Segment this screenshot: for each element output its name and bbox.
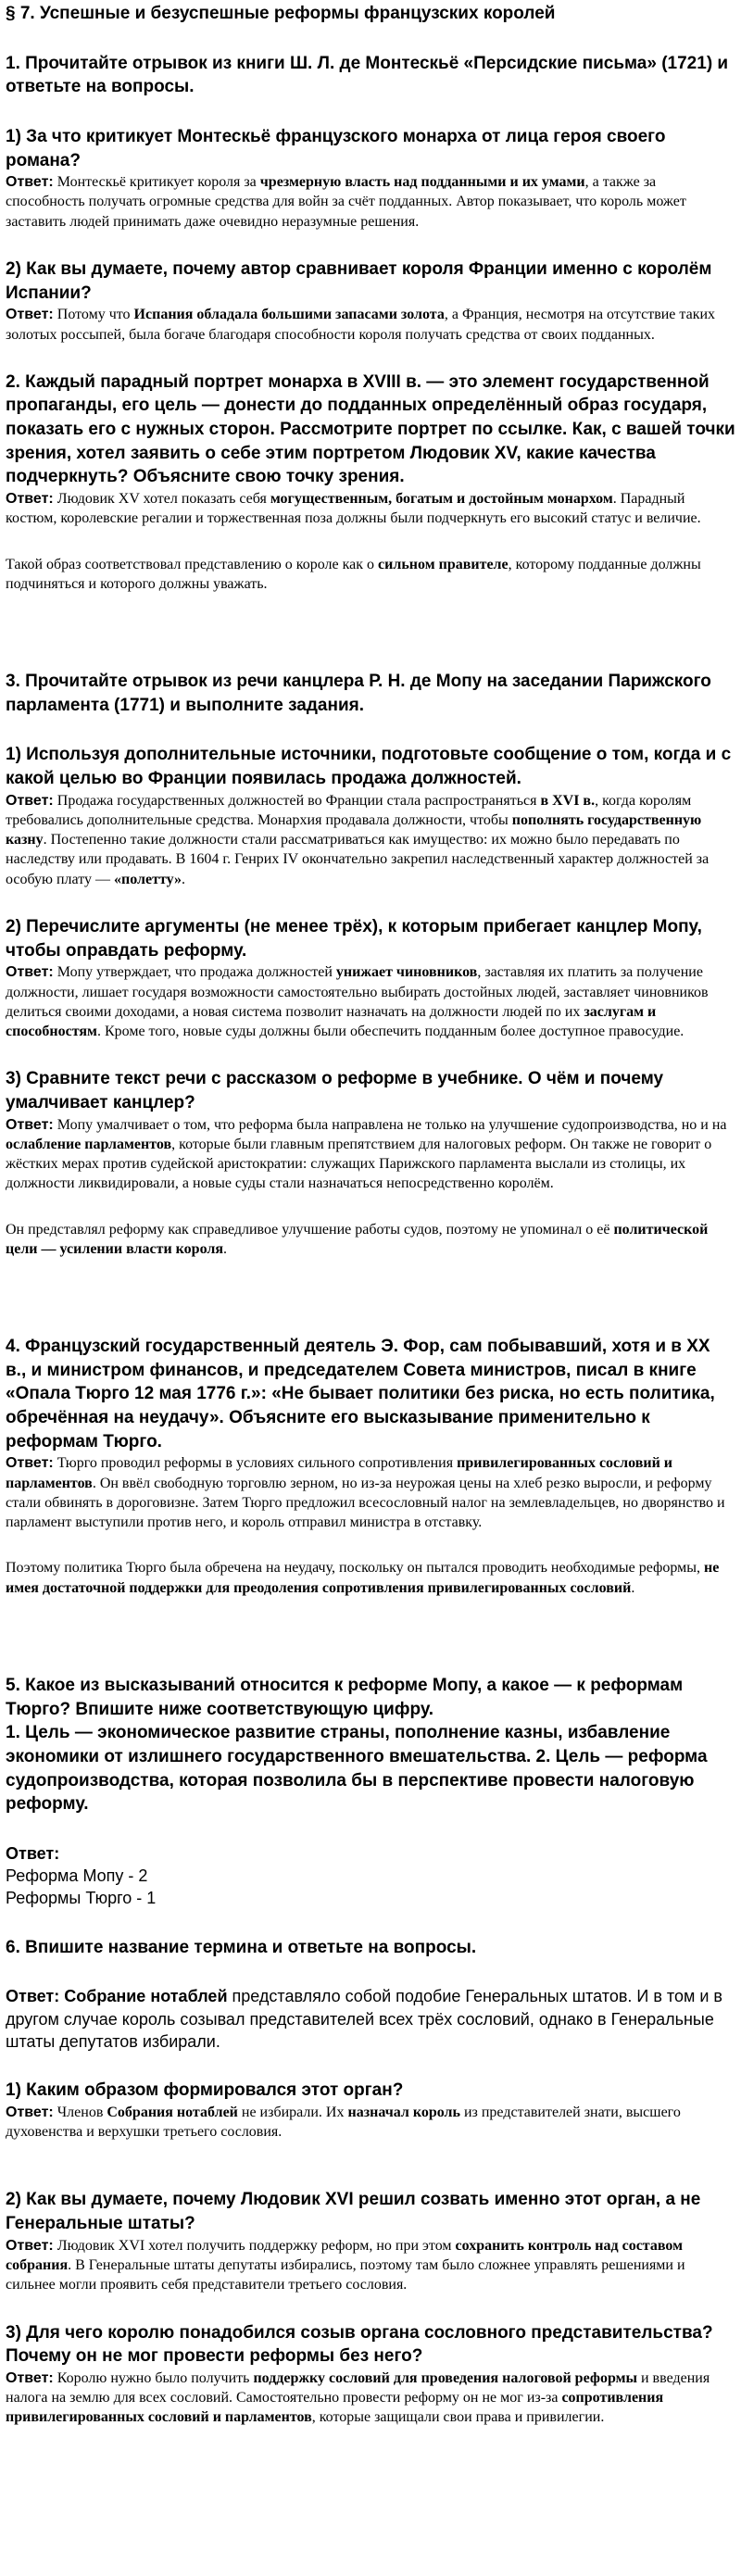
task-1-answer-1: Ответ: Монтескьё критикует короля за чрезмерную власть над подданными и их умами, а также за способность получать огромные средства для войн за счёт подданных. Автор показывает, что король может заставить людей принимать даже очевидно неразумные решения. [6, 174, 686, 230]
task-6-question-2: 2) Как вы думаете, почему Людовик XVI решил созвать именно этот орган, а не Генеральные штаты? [6, 2190, 701, 2234]
task-6-answer-1: Ответ: Членов Собрания нотаблей не избирали. Их назначал король из представителей знати, высшего духовенства и верхушки третьего сословия. [6, 2104, 681, 2141]
task-2-answer: Ответ: Людовик XV хотел показать себя могущественным, богатым и достойным монархом. Парадный костюм, королевские регалии и торжественная поза должны были подчеркнуть его высокий статус и величие. [6, 491, 701, 527]
task-3-question-2: 2) Перечислите аргументы (не менее трёх), к которым прибегает канцлер Мопу, чтобы оправдать реформу. [6, 916, 702, 961]
answer-label: Ответ: [6, 2369, 54, 2386]
task-1-question-2: 2) Как вы думаете, почему автор сравнивает короля Франции именно с королём Испании? [6, 259, 712, 303]
task-5-statements: 1. Цель — экономическое развитие страны, пополнение казны, избавление экономики от излишнего государственного вмешательства. 2. Цель — реформа судопроизводства, которая позволила бы в перспективе провести налоговую реформу. [6, 1723, 708, 1815]
answer-label: Ответ: [6, 2237, 54, 2254]
task-1-answer-2: Ответ: Потому что Испания обладала большими запасами золота, а Франция, несмотря на отсутствие таких золотых россыпей, была богаче благодаря способности короля получать средства от своих подданных. [6, 307, 716, 343]
task-3 [6, 670, 735, 1259]
task-4 [6, 1335, 735, 1598]
task-4-answer-conclusion: Поэтому политика Тюрго была обречена на неудачу, поскольку он пытался проводить необходимые реформы, не имея достаточной поддержки для преодоления сопротивления привилегированных сословий. [6, 1560, 720, 1596]
task-3-answer-3: Ответ: Мопу умалчивает о том, что реформа была направлена не только на улучшение судопроизводства, но и на ослабление парламентов, которые были главным препятствием для налоговых реформ. Он также не говорит о жёстких мерах против судейской аристократии: служащих Парижского парламента выслали из столицы, их должности ликвидировали, а новые суды стали назначаться непосредственно королём. [6, 1116, 727, 1192]
answer-label: Ответ: [6, 1116, 54, 1133]
task-2-answer-conclusion: Такой образ соответствовал представлению о короле как о сильном правителе, которому подданные должны подчиняться и которого должны уважать. [6, 556, 701, 592]
task-6-question-3: 3) Для чего королю понадобился созыв органа сословного представительства? Почему он не мог провести реформы без него? [6, 2322, 713, 2367]
task-2-heading: 2. Каждый парадный портрет монарха в XVIII в. — это элемент государственной пропаганды, его цель — донести до подданных определённый образ государя, показать его с нужных сторон. Рассмотрите портрет по ссылке. Как, с вашей точки зрения, хотел заявить о себе этим портретом Людовик XV, какие качества подчеркнуть? Объясните свою точку зрения. [6, 371, 735, 487]
task-5 [6, 1674, 735, 1910]
answer-label: Ответ: [6, 964, 54, 981]
task-4-heading: 4. Французский государственный деятель Э. Фор, сам побывавший, хотя и в XX в., и министром финансов, и председателем Совета министров, писал в книге «Опала Тюрго 12 мая 1776 г.»: «Не бывает политики без риска, но есть политика, обречённая на неудачу». Объясните его высказывание применительно к реформам Тюрго. [6, 1337, 715, 1451]
answer-label: Ответ: [6, 491, 54, 508]
answer-label: Ответ: [6, 174, 54, 191]
task-5-answer-label: Ответ: [6, 1843, 60, 1863]
task-6-answer-2: Ответ: Людовик XVI хотел получить поддержку реформ, но при этом сохранить контроль над составом собрания. В Генеральные штаты депутаты избирались, поэтому там было сложнее управлять решениями и сильнее могли проявить себя представители третьего сословия. [6, 2237, 685, 2293]
answer-label: Ответ: [6, 792, 54, 809]
page-title: § 7. Успешные и безуспешные реформы французских королей [6, 4, 556, 23]
task-5-answer-mopu: Реформа Мопу - 2 [6, 1866, 148, 1886]
answer-label: Ответ: [6, 2104, 54, 2120]
task-1-heading: 1. Прочитайте отрывок из книги Ш. Л. де Монтескьё «Персидские письма» (1721) и ответьте на вопросы. [6, 53, 729, 97]
task-3-answer-2: Ответ: Мопу утверждает, что продажа должностей унижает чиновников, заставляя их платить за получение должности, лишает государя возможности самостоятельно выбирать достойных людей, заставляет чиновников делиться своими доходами, а новая система позволит назначать на должности людей по их заслугам и способностям. Кроме того, новые суды должны были обеспечить подданным более доступное правосудие. [6, 964, 709, 1040]
task-2 [6, 371, 735, 594]
task-6-heading: 6. Впишите название термина и ответьте на вопросы. [6, 1937, 477, 1957]
task-4-answer: Ответ: Тюрго проводил реформы в условиях сильного сопротивления привилегированных сословий и парламентов. Он ввёл свободную торговлю зерном, но из-за неурожая цены на хлеб резко выросли, и реформу стали обвинять в дороговизне. Затем Тюрго предложил всесословный налог на землевладельцев, но дворянство и парламент выступили против него, и король отправил министра в отставку. [6, 1455, 725, 1531]
answer-label: Ответ: [6, 1455, 54, 1472]
task-6 [6, 1936, 735, 2428]
task-5-answer-turgot: Реформы Тюрго - 1 [6, 1889, 157, 1908]
task-1-question-1: 1) За что критикует Монтескьё французского монарха от лица героя своего романа? [6, 126, 666, 170]
task-6-question-1: 1) Каким образом формировался этот орган? [6, 2080, 404, 2101]
answer-label: Ответ: [6, 307, 54, 323]
task-6-answer-3: Ответ: Королю нужно было получить поддержку сословий для проведения налоговой реформы и введения налога на землю для всех сословий. Самостоятельно провести реформу он не мог из-за сопротивления привилегированных сословий и парламентов, которые защищали свои права и привилегии. [6, 2369, 710, 2426]
task-6-term-answer: Ответ: Собрание нотаблей представляло собой подобие Генеральных штатов. И в том и в другом случае король созывал представителей всех трёх сословий, однако в Генеральные штаты депутатов избирали. [6, 1987, 722, 2051]
task-5-heading: 5. Какое из высказываний относится к реформе Мопу, а какое — к реформам Тюрго? Впишите ниже соответствующую цифру. [6, 1675, 684, 1719]
task-3-answer-1: Ответ: Продажа государственных должностей во Франции стала распространяться в XVI в., когда королям требовались дополнительные средства. Монархия продавала должности, чтобы пополнять государственную казну. Постепенно такие должности стали рассматриваться как имущество: их можно было передавать по наследству или продавать. В 1604 г. Генрих IV окончательно закрепил наследственный характер должностей за особую плату — «полетту». [6, 792, 710, 887]
document [0, 2, 741, 2446]
task-3-answer-3-conclusion: Он представлял реформу как справедливое улучшение работы судов, поэтому не упоминал о её политической цели — усилении власти короля. [6, 1221, 709, 1257]
task-3-question-1: 1) Используя дополнительные источники, подготовьте сообщение о том, когда и с какой целью во Франции появилась продажа должностей. [6, 745, 732, 788]
task-3-question-3: 3) Сравните текст речи с рассказом о реформе в учебнике. О чём и почему умалчивает канцлер? [6, 1069, 664, 1112]
task-3-heading: 3. Прочитайте отрывок из речи канцлера Р. Н. де Мопу на заседании Парижского парламента (1771) и выполните задания. [6, 672, 711, 715]
task-1 [6, 52, 735, 345]
